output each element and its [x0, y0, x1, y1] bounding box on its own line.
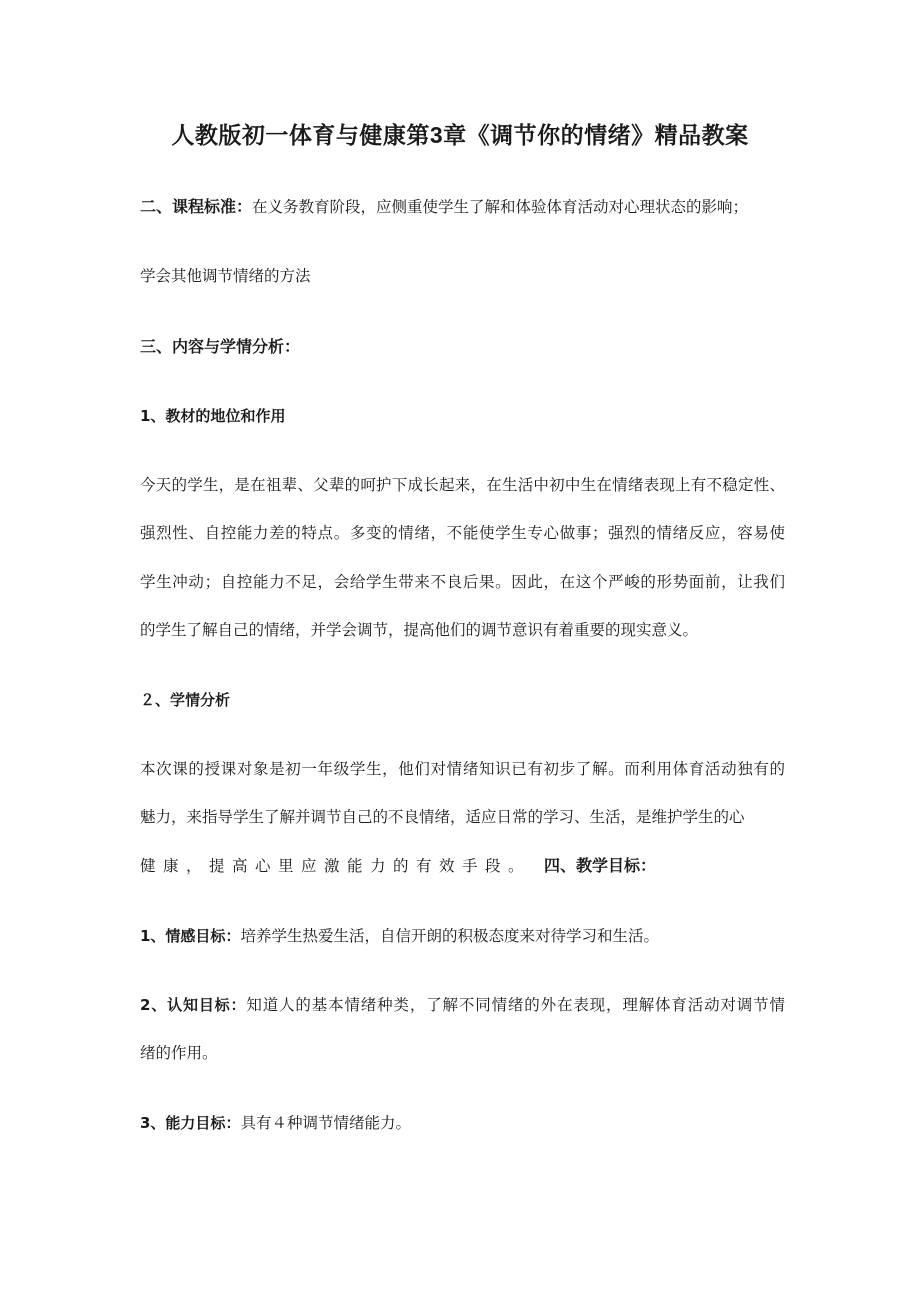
paragraph-line: 今天的学生，是在祖辈、父辈的呵护下成长起来，在生活中初中生在情绪表现上有不稳定性、: [140, 476, 785, 494]
title-suffix: 章《调节你的情绪》精品教案: [443, 122, 749, 149]
goal-item: [140, 1112, 785, 1134]
goal-text: 具有４种调节情绪能力。: [240, 1114, 411, 1132]
paragraph-line: 魅力，来指导学生了解并调节自己的不良情绪，适应日常的学习、生活，是维护学生的心: [140, 808, 745, 826]
section-2-heading: 二、课程标准：: [140, 197, 253, 216]
goal-text-continued: 绪的作用。: [140, 1044, 218, 1062]
subsection-1-heading: 1、教材的地位和作用: [140, 407, 286, 425]
subsection-2-heading: ２、学情分析: [140, 691, 231, 709]
goal-text: 知道人的基本情绪种类，了解不同情绪的外在表现，理解体育活动对调节情: [246, 996, 785, 1014]
goal-label: 1、情感目标：: [140, 927, 241, 945]
section-4-heading: 四、教学目标：: [543, 856, 656, 875]
paragraph-line: 健康，提高心里应激能力的有效手段。: [140, 857, 532, 875]
document-title: [0, 118, 920, 153]
goal-label: 2、认知目标：: [140, 996, 247, 1014]
paragraph-line: 的学生了解自己的情绪，并学会调节，提高他们的调节意识有着重要的现实意义。: [140, 621, 699, 639]
section-3-heading: 三、内容与学情分析：: [140, 337, 301, 356]
paragraph-line: 学生冲动；自控能力不足，会给学生带来不良后果。因此，在这个严峻的形势面前，让我们: [140, 573, 785, 591]
goal-label: 3、能力目标：: [140, 1114, 241, 1132]
paragraph-line: 强烈性、自控能力差的特点。多变的情绪，不能使学生专心做事；强烈的情绪反应，容易使: [140, 524, 785, 542]
goal-item: [140, 925, 785, 947]
title-prefix: 人教版初一体育与健康第: [171, 122, 430, 149]
title-chapter-number: 3: [429, 122, 444, 148]
section-2-text: 在义务教育阶段，应侧重使学生了解和体验体育活动对心理状态的影响；: [252, 198, 749, 216]
paragraph-line-with-heading: [140, 855, 785, 877]
goal-text: 培养学生热爱生活，自信开朗的积极态度来对待学习和生活。: [240, 927, 659, 945]
section-2-line-1: [140, 196, 785, 218]
section-2-line-2: 学会其他调节情绪的方法: [140, 267, 311, 285]
paragraph-line: 本次课的授课对象是初一年级学生，他们对情绪知识已有初步了解。而利用体育活动独有的: [140, 760, 785, 778]
goal-item: [140, 994, 785, 1016]
